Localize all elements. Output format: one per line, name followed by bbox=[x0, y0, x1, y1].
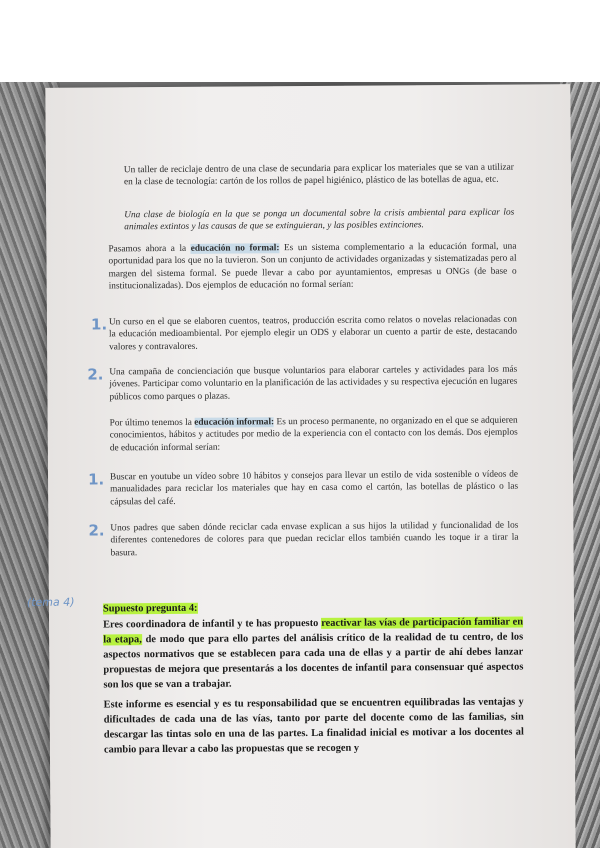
nonformal-paragraph: Pasamos ahora a la educación no formal: Es un sistema complementario a la educación formal, una oportunidad para los que no la tuvieron. Son un conjunto de actividades organizadas y sistematizadas pero al margen del sistema formal. Se puede llevar a cabo por ayuntamientos, empresas u ONGs (de base o institucionalizadas). Dos ejemplos de educación no formal serían: bbox=[108, 241, 517, 292]
list-number: 1. bbox=[90, 315, 108, 334]
list-number: 1. bbox=[87, 470, 105, 489]
handwritten-margin-note: (tema 4) bbox=[26, 595, 75, 609]
nonformal-term: educación no formal: bbox=[190, 243, 280, 254]
list-item: Un curso en el que se elaboren cuentos, teatros, producción escrita como relatos o novelas relacionadas con la educación medioambiental. Por ejemplo elegir un ODS y elaborar un cuento a partir de este, destacando valores y contravalores. bbox=[108, 314, 518, 352]
list-number: 2. bbox=[88, 521, 105, 540]
list-number: 2. bbox=[87, 365, 104, 384]
list-item: Un taller de reciclaje dentro de una clase de secundaria para explicar los materiales que se van a utilizar en la clase de tecnología: cartón de los rollos de papel higiénico, plástico de las botellas de agua, etc. bbox=[123, 162, 514, 188]
supuesto-title: Supuesto pregunta 4: bbox=[102, 602, 198, 615]
list-item: Una clase de biología en la que se ponga un documental sobre la crisis ambiental para explicar los animales extintos y las causas de que se extinguieran, y las posibles extinciones. bbox=[124, 207, 515, 233]
supuesto-paragraph-1: Eres coordinadora de infantil y te has propuesto reactivar las vías de participación familiar en la etapa, de modo que para ello partes del análisis crítico de la realidad de tu centro, de los aspectos normativos que se establecen para cada una de ellas y a partir de ahí debes lanzar propuestas de mejora que presentarás a los docentes de infantil para consensuar qué aspectos son los que se van a trabajar. bbox=[103, 616, 524, 691]
supuesto-paragraph-2: Este informe es esencial y es tu responsabilidad que se encuentren equilibradas las ventajas y dificultades de cada una de las vías, tanto por parte del docente como de las familias, sin descargar las tintas solo en una de las partes. La finalidad inicial es motivar a los docentes al cambio para llevar a cabo las propuestas que se recogen y bbox=[103, 696, 524, 756]
list-item: Buscar en youtube un vídeo sobre 10 hábitos y consejos para llevar un estilo de vida sostenible o vídeos de manualidades para reciclar los materiales que hay en casa como el cartón, las botellas de plástico o las cápsulas del café. bbox=[110, 469, 519, 507]
highlighted-phrase: reactivar las vías de participación familiar en la etapa, bbox=[103, 616, 524, 646]
list-item: Una campaña de concienciación que busque voluntarios para elaborar carteles y actividades para los más jóvenes. Participar como voluntario en la planificación de las actividades y su respectiva ejecución en lugares públicos como parques o plazas. bbox=[109, 364, 518, 402]
list-item: Unos padres que saben dónde reciclar cada envase explican a sus hijos la utilidad y funcionalidad de los diferentes contenedores de colores para que puedan reciclar ellos también cuando les toque ir a tirar la basura. bbox=[110, 520, 519, 558]
informal-paragraph: Por último tenemos la educación informal: Es un proceso permanente, no organizado en el que se adquieren conocimientos, hábitos y actitudes por medio de la experiencia con el contacto con los demás. Dos ejemplos de educación informal serían: bbox=[109, 415, 518, 453]
paper-sheet bbox=[26, 84, 575, 848]
informal-term: educación informal: bbox=[194, 417, 275, 428]
document-photo bbox=[0, 82, 600, 848]
